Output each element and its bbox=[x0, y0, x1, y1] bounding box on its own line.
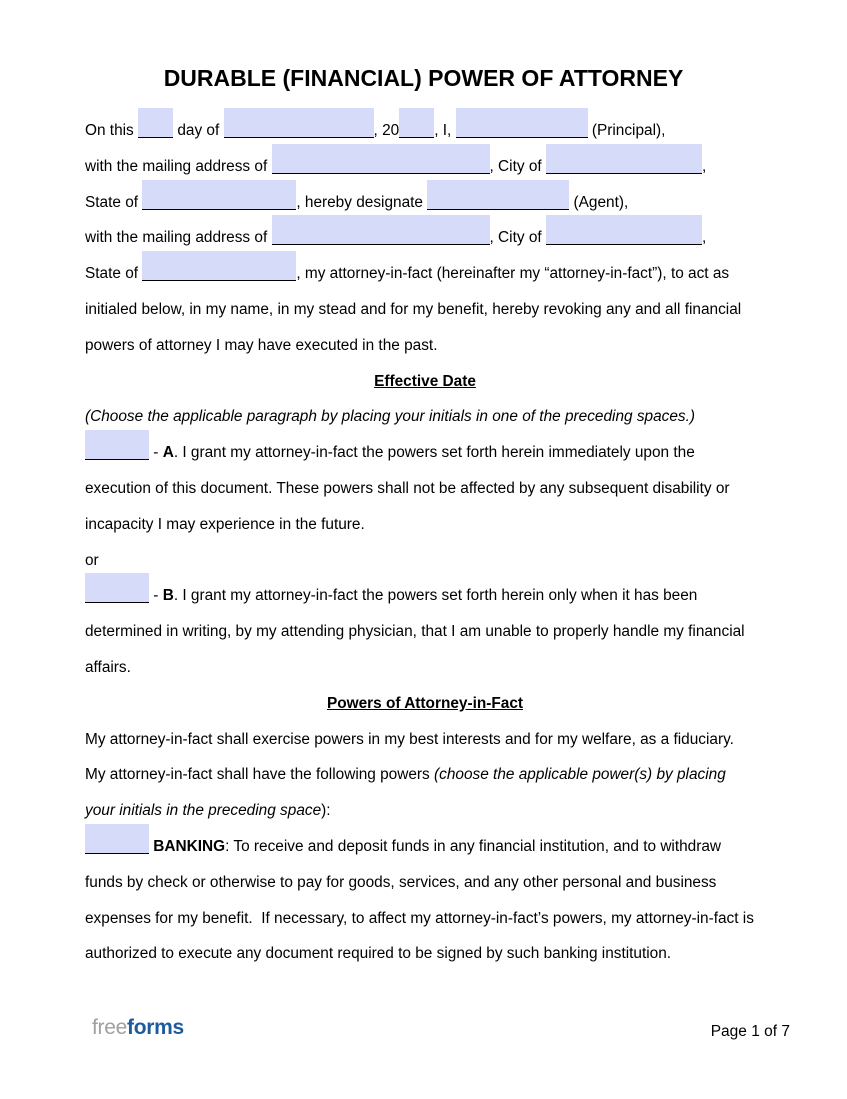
form-line bbox=[85, 328, 765, 364]
document-body bbox=[85, 113, 765, 972]
text-run: - bbox=[149, 587, 163, 605]
form-line bbox=[85, 543, 765, 579]
text-run: powers of attorney I may have executed in the past. bbox=[85, 336, 438, 354]
text-run: , hereby designate bbox=[296, 193, 428, 211]
form-line bbox=[85, 399, 765, 435]
principal-state-field[interactable] bbox=[142, 206, 296, 207]
text-run: incapacity I may experience in the future. bbox=[85, 515, 365, 533]
text-run: State of bbox=[85, 265, 143, 283]
page-number: Page 1 of 7 bbox=[710, 1023, 790, 1040]
form-line bbox=[85, 865, 765, 901]
logo-forms-text: forms bbox=[127, 1016, 184, 1039]
principal-name-field[interactable] bbox=[456, 134, 588, 135]
logo-free-text: free bbox=[92, 1016, 127, 1039]
bold-text-run: BANKING bbox=[153, 837, 226, 855]
form-line bbox=[85, 435, 765, 471]
italic-text-run: (choose the applicable power(s) by placing bbox=[434, 766, 726, 784]
bold-text-run: A bbox=[162, 444, 174, 462]
text-run: - bbox=[149, 444, 163, 462]
form-line bbox=[85, 793, 765, 829]
text-run: determined in writing, by my attending physician, that I am unable to properly handle my financial bbox=[85, 623, 745, 641]
text-run: authorized to execute any document required to be signed by such banking institution. bbox=[85, 945, 672, 963]
text-run: funds by check or otherwise to pay for goods, services, and any other personal and business bbox=[85, 873, 717, 891]
text-run: day of bbox=[173, 122, 224, 139]
text-run: , City of bbox=[489, 229, 546, 247]
text-run: : To receive and deposit funds in any financial institution, and to withdraw bbox=[225, 837, 722, 855]
text-run: , 20 bbox=[373, 122, 400, 139]
text-run: On this bbox=[85, 122, 139, 139]
option-a-initials-field[interactable] bbox=[85, 456, 149, 457]
text-run: , bbox=[701, 157, 707, 175]
text-run: with the mailing address of bbox=[85, 229, 272, 247]
principal-address-field[interactable] bbox=[272, 170, 490, 171]
principal-city-field[interactable] bbox=[546, 170, 702, 171]
text-run: expenses for my benefit. If necessary, to affect my attorney-in-fact’s powers, my attorney-in-fact is bbox=[85, 909, 754, 927]
form-line bbox=[85, 614, 765, 650]
text-run: . I grant my attorney-in-fact the powers set forth herein only when it has been bbox=[173, 587, 698, 605]
italic-text-run: your initials in the preceding space bbox=[85, 802, 322, 820]
form-line bbox=[85, 471, 765, 507]
text-run: My attorney-in-fact shall have the following powers bbox=[85, 766, 435, 784]
form-line bbox=[85, 936, 765, 972]
text-run: (Principal), bbox=[587, 122, 666, 139]
form-line bbox=[85, 578, 765, 614]
text-run: or bbox=[85, 551, 99, 569]
text-run: , bbox=[701, 229, 707, 247]
banking-initials-field[interactable] bbox=[85, 850, 149, 851]
text-run: , City of bbox=[489, 157, 546, 175]
form-line bbox=[85, 901, 765, 937]
section-heading: Powers of Attorney-in-Fact bbox=[326, 694, 524, 712]
agent-city-field[interactable] bbox=[546, 241, 702, 242]
section-heading-line bbox=[85, 686, 765, 722]
text-run: initialed below, in my name, in my stead and for my benefit, hereby revoking any and all financial bbox=[85, 300, 742, 318]
form-line bbox=[85, 722, 765, 758]
page-footer bbox=[0, 1016, 847, 1046]
text-run: , I, bbox=[434, 122, 456, 139]
section-heading: Effective Date bbox=[374, 372, 476, 390]
italic-text-run: (Choose the applicable paragraph by placing your initials in one of the preceding spaces.) bbox=[85, 408, 696, 426]
year-field[interactable] bbox=[399, 134, 434, 135]
agent-address-field[interactable] bbox=[272, 241, 490, 242]
text-run: (Agent), bbox=[569, 193, 629, 211]
freeforms-logo bbox=[92, 1016, 184, 1040]
section-heading-line bbox=[85, 364, 765, 400]
form-line bbox=[85, 757, 765, 793]
agent-state-field[interactable] bbox=[142, 277, 296, 278]
text-run: execution of this document. These powers shall not be affected by any subsequent disability or bbox=[85, 479, 730, 497]
text-run: State of bbox=[85, 193, 143, 211]
document-title: DURABLE (FINANCIAL) POWER OF ATTORNEY bbox=[163, 65, 684, 91]
agent-name-field[interactable] bbox=[427, 206, 569, 207]
bold-text-run: B bbox=[162, 587, 174, 605]
day-number-field[interactable] bbox=[138, 134, 173, 135]
option-b-initials-field[interactable] bbox=[85, 599, 149, 600]
form-line bbox=[85, 650, 765, 686]
form-line bbox=[85, 507, 765, 543]
text-run: ): bbox=[321, 802, 331, 820]
text-run: . I grant my attorney-in-fact the powers set forth herein immediately upon the bbox=[173, 444, 695, 462]
text-run: , my attorney-in-fact (hereinafter my “attorney-in-fact”), to act as bbox=[296, 265, 730, 283]
form-line bbox=[85, 292, 765, 328]
text-run: affairs. bbox=[85, 658, 131, 676]
text-run: My attorney-in-fact shall exercise powers in my best interests and for my welfare, as a fiduciary. bbox=[85, 730, 734, 748]
month-field[interactable] bbox=[224, 134, 374, 135]
text-run: with the mailing address of bbox=[85, 157, 272, 175]
form-line bbox=[85, 829, 765, 865]
form-line bbox=[85, 256, 765, 292]
